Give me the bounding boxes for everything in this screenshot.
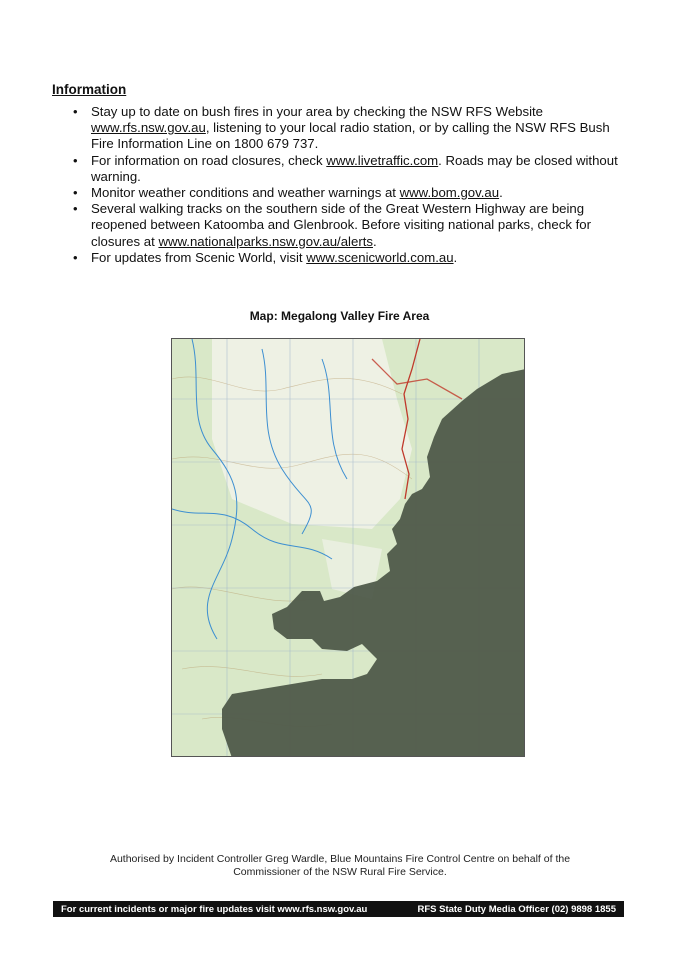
list-item <box>73 153 633 185</box>
bullet-text: . <box>499 185 503 201</box>
bullet-text: Stay up to date on bush fires in your area by checking the NSW RFS Website <box>91 104 544 119</box>
authorisation-line-2: Commissioner of the NSW Rural Fire Service. <box>233 866 447 878</box>
information-list <box>73 104 633 266</box>
bullet-text: , listening to your local radio station, or by calling the NSW RFS Bush Fire Information Line on 1800 679 737. <box>91 120 610 152</box>
bullet-text: For information on road closures, check <box>91 152 327 168</box>
bullet-text: Several walking tracks on the southern side of the Great Western Highway are being reopened between Katoomba and Glenbrook. Before visiting national parks, check for closures at <box>91 201 591 249</box>
authorisation-text <box>60 853 620 879</box>
authorisation-line-1: Authorised by Incident Controller Greg Wardle, Blue Mountains Fire Control Centre on behalf of the <box>109 853 571 865</box>
map-title: Map: Megalong Valley Fire Area <box>249 309 430 323</box>
footer-incidents-text: For current incidents or major fire updates visit www.rfs.nsw.gov.au <box>61 903 368 915</box>
list-item <box>73 185 633 201</box>
bullet-text: . Roads may be closed without warning. <box>91 152 618 184</box>
list-item <box>73 250 633 266</box>
bom-link[interactable]: www.bom.gov.au <box>399 185 500 201</box>
bullet-text: . <box>372 233 377 249</box>
bullet-text: For updates from Scenic World, visit <box>91 249 307 265</box>
information-heading: Information <box>52 82 127 97</box>
livetraffic-link[interactable]: www.livetraffic.com <box>326 152 439 168</box>
bullet-text: . <box>453 249 458 265</box>
bullet-text: Monitor weather conditions and weather warnings at <box>91 185 400 201</box>
footer-media-officer-text: RFS State Duty Media Officer (02) 9898 1855 <box>417 903 616 915</box>
map-graphic <box>172 339 525 757</box>
rfs-website-link[interactable]: www.rfs.nsw.gov.au <box>91 120 206 136</box>
map-cleared-land <box>212 339 412 529</box>
scenicworld-link[interactable]: www.scenicworld.com.au <box>306 249 454 265</box>
nationalparks-alerts-link[interactable]: www.nationalparks.nsw.gov.au/alerts <box>158 233 373 249</box>
fire-area-map <box>171 338 525 757</box>
footer-bar <box>53 901 624 917</box>
list-item <box>73 104 633 153</box>
list-item <box>73 201 633 250</box>
